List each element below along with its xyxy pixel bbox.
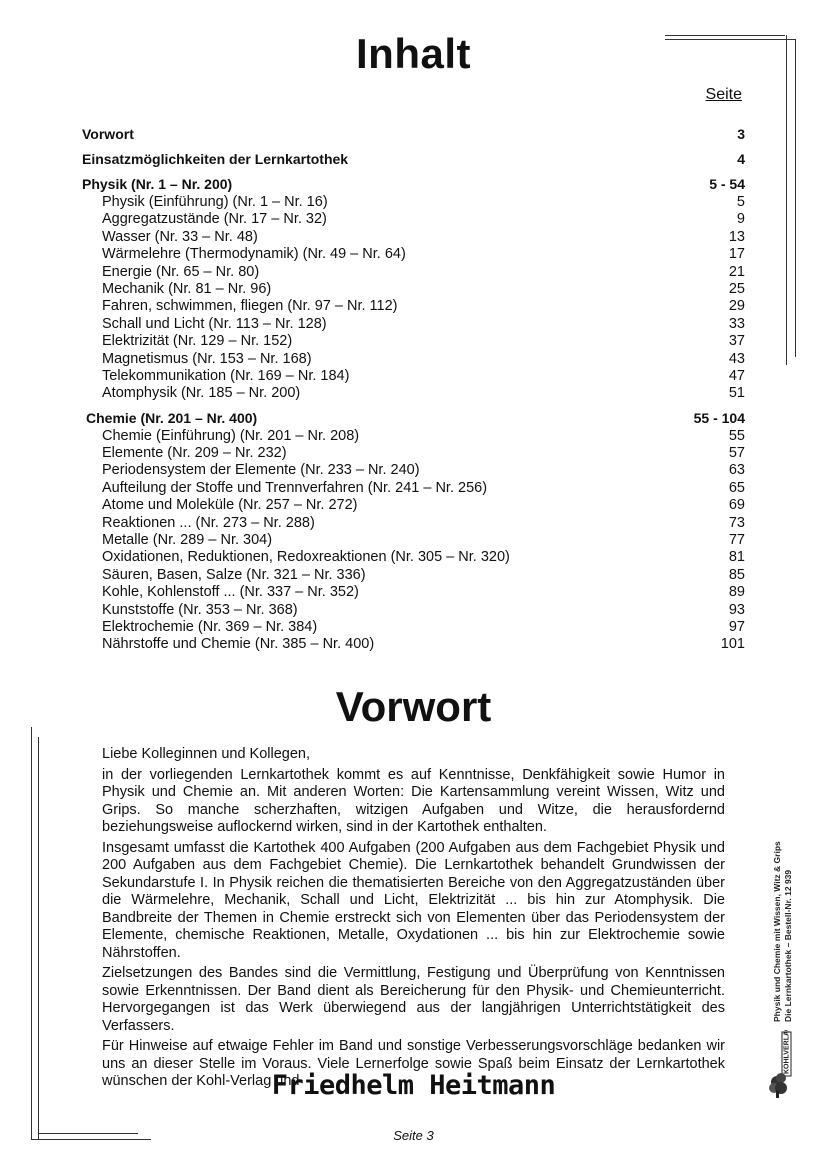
author-signature: Friedhelm Heitmann [271, 1070, 556, 1101]
toc-entry-page: 37 [728, 333, 745, 350]
toc-entry-page: 17 [728, 246, 745, 263]
vorwort-paragraph: Liebe Kolleginnen und Kollegen, [102, 746, 311, 762]
toc-section-label: Physik (Nr. 1 – Nr. 200) [82, 176, 233, 192]
toc-entry-page: 51 [728, 385, 745, 402]
toc-entry-label: Elektrizität (Nr. 129 – Nr. 152) [102, 333, 293, 350]
toc-entry[interactable] [82, 194, 745, 211]
toc-entry[interactable] [82, 246, 745, 263]
toc-entry-label: Oxidationen, Reduktionen, Redoxreaktionen (Nr. 305 – Nr. 320) [102, 549, 510, 566]
toc-entry[interactable] [82, 428, 745, 445]
frame-line-right-v2 [795, 39, 796, 357]
toc-entry[interactable] [82, 385, 745, 402]
toc-entry-page: 57 [728, 445, 745, 462]
toc-entry[interactable] [82, 462, 745, 479]
toc-entry-page: 43 [728, 350, 745, 367]
tree-logo-icon [768, 1030, 794, 1100]
toc-entry-label: Aggregatzustände (Nr. 17 – Nr. 32) [102, 211, 327, 228]
toc-entry-label: Schall und Licht (Nr. 113 – Nr. 128) [102, 315, 327, 332]
toc-entry[interactable] [82, 281, 745, 298]
toc-section-page: 3 [737, 126, 745, 142]
frame-line-right-v [786, 35, 787, 365]
toc-entry-label: Fahren, schwimmen, fliegen (Nr. 97 – Nr. 112) [102, 298, 398, 315]
toc-entry-label: Wasser (Nr. 33 – Nr. 48) [102, 228, 258, 245]
toc-entry-page: 9 [736, 211, 745, 228]
publisher-logo-text: KOHLVERLAG [783, 1030, 791, 1074]
toc-entry-label: Nährstoffe und Chemie (Nr. 385 – Nr. 400) [102, 636, 375, 653]
toc-entry-page: 5 [736, 194, 745, 210]
toc-entry[interactable] [82, 368, 745, 385]
toc-entry-label: Reaktionen ... (Nr. 273 – Nr. 288) [102, 514, 315, 531]
toc-entry-page: 77 [728, 532, 745, 549]
toc-entry-page: 47 [728, 367, 745, 384]
toc-entry-label: Elemente (Nr. 209 – Nr. 232) [102, 445, 287, 462]
toc-entry[interactable] [82, 264, 745, 281]
toc-entry[interactable] [82, 298, 745, 315]
toc-entry-page: 33 [728, 315, 745, 332]
toc-entry-label: Atome und Moleküle (Nr. 257 – Nr. 272) [102, 497, 358, 514]
toc-entry-label: Kohle, Kohlenstoff ... (Nr. 337 – Nr. 352) [102, 584, 359, 601]
toc-entry-label: Telekommunikation (Nr. 169 – Nr. 184) [102, 367, 350, 384]
toc-section-page: 4 [737, 151, 745, 167]
toc-section[interactable] [82, 124, 745, 144]
toc-entry-page: 73 [728, 514, 745, 531]
toc-section-page: 55 - 104 [693, 409, 745, 426]
toc-entry[interactable] [82, 445, 745, 462]
toc-entry-page: 85 [728, 566, 745, 583]
toc-entry-label: Mechanik (Nr. 81 – Nr. 96) [102, 280, 272, 297]
publisher-logo [768, 1030, 794, 1100]
toc-entry-label: Periodensystem der Elemente (Nr. 233 – Nr. 240) [102, 462, 420, 479]
toc-entry-page: 93 [728, 601, 745, 618]
toc-section-page: 5 - 54 [709, 176, 745, 192]
toc-section[interactable] [82, 174, 745, 194]
toc-entry-label: Magnetismus (Nr. 153 – Nr. 168) [102, 350, 312, 367]
toc-entry-page: 69 [728, 497, 745, 514]
toc-entry[interactable] [82, 351, 745, 368]
toc-entry[interactable] [82, 229, 745, 246]
page-number: Seite 3 [393, 1128, 434, 1143]
vorwort-paragraph: Insgesamt umfasst die Kartothek 400 Aufgaben (200 Aufgaben aus dem Fachgebiet Physik und 200 Aufgaben aus dem Fachgebiet Chemie). Die Lernkartothek behandelt Grundwissen der Sekundarstufe I. In Physik reichen die thematisierten Bereiche von den Aggregatzuständen über die Wärmelehre, Mechanik, Schall und Licht, Elektrizität ... bis hin zur Atomphysik. Die Bandbreite der Themen in Chemie erstreckt sich von Elementen über das Periodensystem der Elemente, chemische Reaktionen, Metalle, Oxydationen ... bis hin zur Elektrochemie sowie Nährstoffen. [102, 839, 725, 961]
page-column-label: Seite [705, 86, 742, 103]
toc-entry-page: 97 [728, 618, 745, 635]
toc-entry-page: 21 [728, 263, 745, 280]
toc-section-label: Chemie (Nr. 201 – Nr. 400) [86, 409, 258, 426]
toc-entry-page: 89 [728, 584, 745, 601]
toc-entry[interactable] [82, 567, 745, 584]
toc-entry-page: 101 [720, 636, 745, 653]
toc-entry[interactable] [82, 584, 745, 601]
toc-entry-label: Säuren, Basen, Salze (Nr. 321 – Nr. 336) [102, 566, 366, 583]
vorwort-paragraph: in der vorliegenden Lernkartothek kommt es auf Kenntnisse, Denkfähigkeit sowie Humor in Physik und Chemie an. Mit anderen Worten: Die Kartensammlung vereint Wissen, Witz und Grips. So manche scherzhaften, witzigen Aufgaben und Witze, die herausfordernd beziehungsweise auflockernd wirken, sind in der Kartothek enthalten. [102, 766, 725, 835]
vorwort-body [102, 746, 725, 1094]
toc-entry-label: Metalle (Nr. 289 – Nr. 304) [102, 532, 273, 549]
side-imprint [772, 722, 806, 1022]
toc-entry-page: 63 [728, 462, 745, 479]
table-of-contents [82, 124, 745, 654]
toc-entry-page: 13 [728, 228, 745, 245]
toc-entry-page: 55 [728, 427, 745, 444]
toc-entry[interactable] [82, 602, 745, 619]
toc-section[interactable] [82, 149, 745, 169]
toc-entry[interactable] [82, 316, 745, 333]
toc-entry-page: 29 [728, 298, 745, 315]
toc-entry[interactable] [82, 549, 745, 566]
toc-entry[interactable] [82, 515, 745, 532]
toc-title: Inhalt [356, 30, 471, 77]
vorwort-paragraph: Zielsetzungen des Bandes sind die Vermittlung, Festigung und Überprüfung von Kenntnissen sowie Erkenntnissen. Der Band dient als Bereicherung für den Physik- und Chemieunterricht. Hervorgegangen ist das Werk überwiegend aus der langjährigen Unterrichtstätigkeit des Verfassers. [102, 965, 725, 1034]
toc-entry-label: Aufteilung der Stoffe und Trennverfahren (Nr. 241 – Nr. 256) [102, 479, 488, 496]
toc-entry-page: 65 [728, 479, 745, 496]
side-imprint-line-2: Die Lernkartothek – Bestell-Nr. 12 939 [783, 869, 793, 1022]
toc-entry-label: Elektrochemie (Nr. 369 – Nr. 384) [102, 618, 318, 635]
toc-entry-label: Kunststoffe (Nr. 353 – Nr. 368) [102, 601, 298, 618]
toc-entry-label: Atomphysik (Nr. 185 – Nr. 200) [102, 385, 301, 402]
toc-entry-label: Chemie (Einführung) (Nr. 201 – Nr. 208) [102, 427, 360, 444]
toc-entry-label: Physik (Einführung) (Nr. 1 – Nr. 16) [102, 194, 328, 210]
vorwort-title: Vorwort [335, 683, 492, 730]
toc-entry-label: Wärmelehre (Thermodynamik) (Nr. 49 – Nr. 64) [102, 246, 406, 263]
toc-entry[interactable] [82, 480, 745, 497]
toc-entry[interactable] [82, 497, 745, 514]
toc-entry-page: 25 [728, 280, 745, 297]
toc-entry-label: Energie (Nr. 65 – Nr. 80) [102, 263, 260, 280]
toc-section[interactable] [82, 408, 745, 428]
toc-entry-page: 81 [728, 549, 745, 566]
toc-entry[interactable] [82, 619, 745, 636]
toc-entry[interactable] [82, 333, 745, 350]
toc-section-label: Vorwort [82, 126, 134, 142]
toc-entry[interactable] [82, 636, 745, 653]
side-imprint-line-1: Physik und Chemie mit Wissen, Witz & Grips [772, 841, 782, 1022]
toc-entry[interactable] [82, 532, 745, 549]
toc-section-label: Einsatzmöglichkeiten der Lernkartothek [82, 151, 349, 167]
toc-entry[interactable] [82, 211, 745, 228]
vorwort-paragraph: Für Hinweise auf etwaige Fehler im Band und sonstige Verbesserungsvorschläge bedanken wir uns an dieser Stelle im Voraus. Viele Lernerfolge sowie Spaß beim Einsatz der Lernkartothek wünschen der Kohl-Verlag und [102, 1038, 725, 1089]
